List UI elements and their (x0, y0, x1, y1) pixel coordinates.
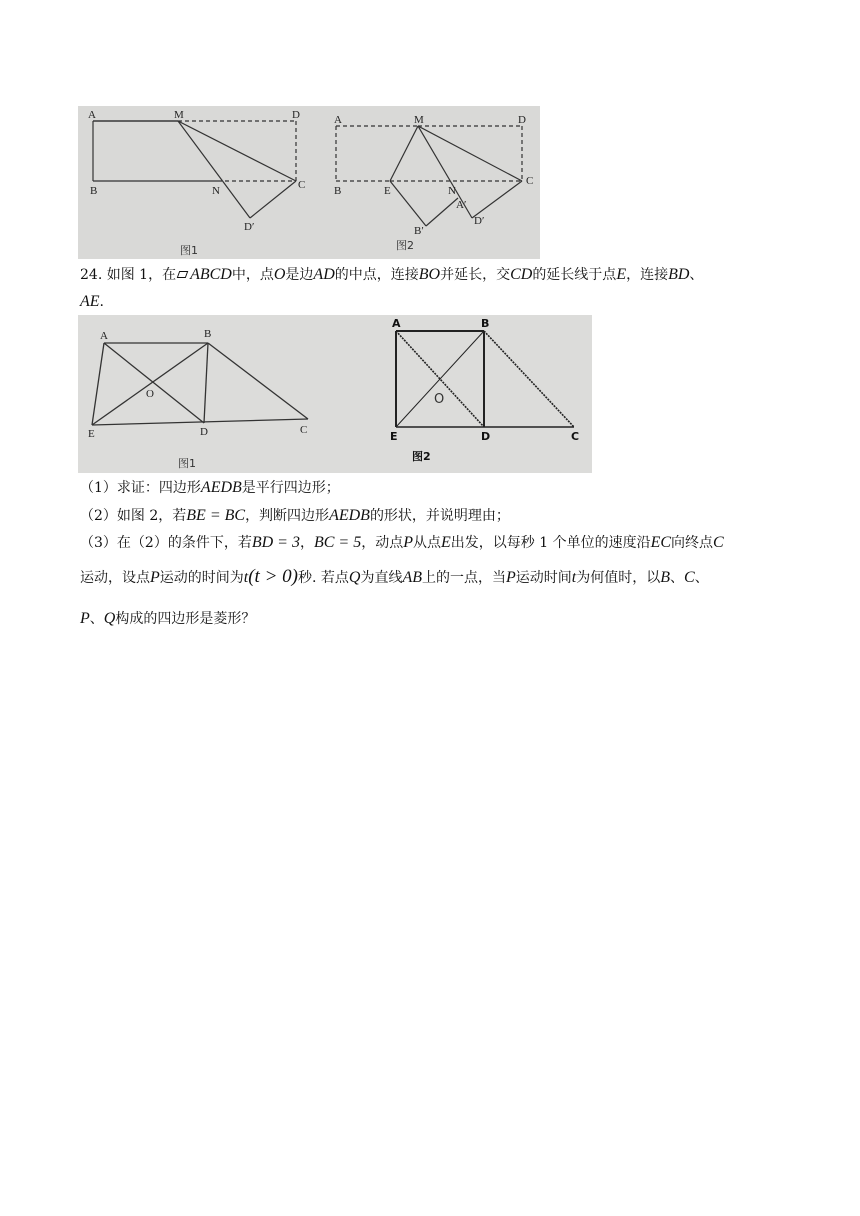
question-text: ， (299, 535, 314, 551)
mid-fig2-label-O: O (434, 392, 445, 407)
math-P: P (80, 610, 90, 627)
question-text: 构成的四边形是菱形？ (115, 611, 256, 627)
question-text: 向终点 (671, 535, 714, 551)
math-C: C (713, 534, 724, 551)
question-text: 从点 (412, 535, 441, 551)
question-text: 为何值时，以 (576, 570, 661, 586)
question-text: ，判断四边形 (245, 508, 330, 524)
math-B: B (660, 569, 671, 586)
question-text: 为直线 (360, 570, 403, 586)
figure-mid-svg (78, 315, 592, 473)
parallelogram-icon (177, 271, 189, 278)
question-text: 运动，设点 (80, 570, 150, 586)
math-AEDB: AEDB (200, 479, 242, 496)
fig1-label-Dp: D′ (244, 221, 255, 233)
question-text: 、 (670, 570, 685, 586)
parallelogram-figure-1 (92, 343, 308, 425)
question-text: 运动时间 (515, 570, 572, 586)
question-text: （2）如图 2，若 (80, 508, 187, 524)
mid-fig1-label-A: A (100, 330, 108, 342)
math-AE: AE (80, 293, 100, 310)
fig2-label-D: D (518, 114, 526, 126)
figure-top (78, 106, 540, 259)
question-text: 、 (694, 570, 709, 586)
rectangle-figure-2 (396, 331, 574, 427)
mid-fig2-label-C: C (571, 430, 580, 443)
fig1-label-N: N (212, 185, 220, 197)
math-AEDB: AEDB (329, 507, 370, 524)
mid-fig2-label-A: A (392, 317, 401, 330)
question-text: 的形状，并说明理由； (369, 508, 510, 524)
math-BC-eq-5: BC = 5 (313, 534, 362, 551)
question-3-line-1 (80, 533, 790, 553)
problem-text: 是边 (285, 267, 314, 283)
mid-fig1-label-B: B (204, 328, 212, 340)
math-BE-eq-BC: BE = BC (186, 507, 246, 524)
fig2-label-B: B (334, 185, 342, 197)
math-BO: BO (418, 266, 441, 283)
fig2-label-Dp: D′ (474, 215, 485, 227)
math-CD: CD (510, 266, 533, 283)
mid-fig2-label-B: B (481, 317, 490, 330)
question-text: 上的一点，当 (422, 570, 507, 586)
question-2 (80, 506, 790, 526)
problem-line-1 (80, 265, 790, 285)
math-E: E (616, 266, 627, 283)
math-P: P (506, 569, 516, 586)
fig2-label-C: C (526, 175, 534, 187)
fold-figure-2 (336, 126, 522, 226)
math-O: O (273, 266, 286, 283)
mid-fig1-caption: 图1 (178, 457, 196, 470)
math-P: P (150, 569, 160, 586)
figure-top-svg (78, 106, 540, 259)
fold-figure-1 (93, 121, 296, 218)
question-3-line-3 (80, 609, 790, 629)
math-t-condition: (t > 0) (248, 566, 298, 587)
problem-text: 中，点 (231, 267, 274, 283)
math-C: C (684, 569, 695, 586)
math-BD: BD (668, 266, 690, 283)
problem-line-2 (80, 292, 790, 312)
fig2-label-A: A (334, 114, 342, 126)
fig1-caption: 图1 (180, 244, 198, 257)
question-text: 是平行四边形； (241, 480, 340, 496)
problem-number: 24. (80, 267, 103, 283)
math-t: t (243, 569, 249, 586)
question-text: 运动的时间为 (159, 570, 244, 586)
question-text: （1）求证：四边形 (80, 480, 201, 496)
mid-fig1-label-E: E (88, 428, 95, 440)
math-BD-eq-3: BD = 3 (251, 534, 300, 551)
math-P: P (403, 534, 413, 551)
fig2-caption: 图2 (396, 239, 414, 252)
math-ABCD: ABCD (190, 266, 232, 283)
fig2-label-Ap: A′ (456, 199, 467, 211)
question-text: 、 (89, 611, 104, 627)
question-3-line-2 (80, 567, 790, 588)
problem-text: 的延长线于点 (532, 267, 617, 283)
fig2-label-M: M (414, 114, 424, 126)
problem-text: 的中点，连接 (334, 267, 419, 283)
fig2-label-Bp: B′ (414, 225, 424, 237)
question-1 (80, 478, 790, 498)
question-text: 秒. 若点 (298, 570, 349, 586)
fig1-label-D: D (292, 109, 300, 121)
math-E: E (440, 534, 451, 551)
problem-text: ，连接 (626, 267, 669, 283)
fig1-label-B: B (90, 185, 98, 197)
fig1-label-A: A (88, 109, 96, 121)
math-Q: Q (348, 569, 361, 586)
question-text: 出发，以每秒 1 个单位的速度沿 (450, 535, 651, 551)
math-t: t (571, 569, 577, 586)
figure-mid (78, 315, 592, 473)
mid-fig1-label-O: O (146, 388, 154, 400)
problem-text: 如图 1，在 (106, 267, 177, 283)
fig2-label-E: E (384, 185, 391, 197)
mid-fig1-label-C: C (300, 424, 308, 436)
mid-fig2-label-E: E (390, 430, 398, 443)
math-Q: Q (103, 610, 116, 627)
mid-fig2-caption: 图2 (412, 450, 431, 463)
math-AD: AD (313, 266, 335, 283)
mid-fig1-label-D: D (200, 426, 208, 438)
math-AB: AB (402, 569, 423, 586)
math-EC: EC (650, 534, 672, 551)
fig1-label-C: C (298, 179, 306, 191)
problem-text: . (99, 294, 104, 310)
problem-text: 、 (689, 267, 704, 283)
mid-fig2-label-D: D (481, 430, 491, 443)
question-text: ，动点 (361, 535, 404, 551)
fig1-label-M: M (174, 109, 184, 121)
fig2-label-N: N (448, 185, 456, 197)
problem-text: 并延长，交 (440, 267, 511, 283)
question-text: （3）在（2）的条件下，若 (80, 535, 252, 551)
